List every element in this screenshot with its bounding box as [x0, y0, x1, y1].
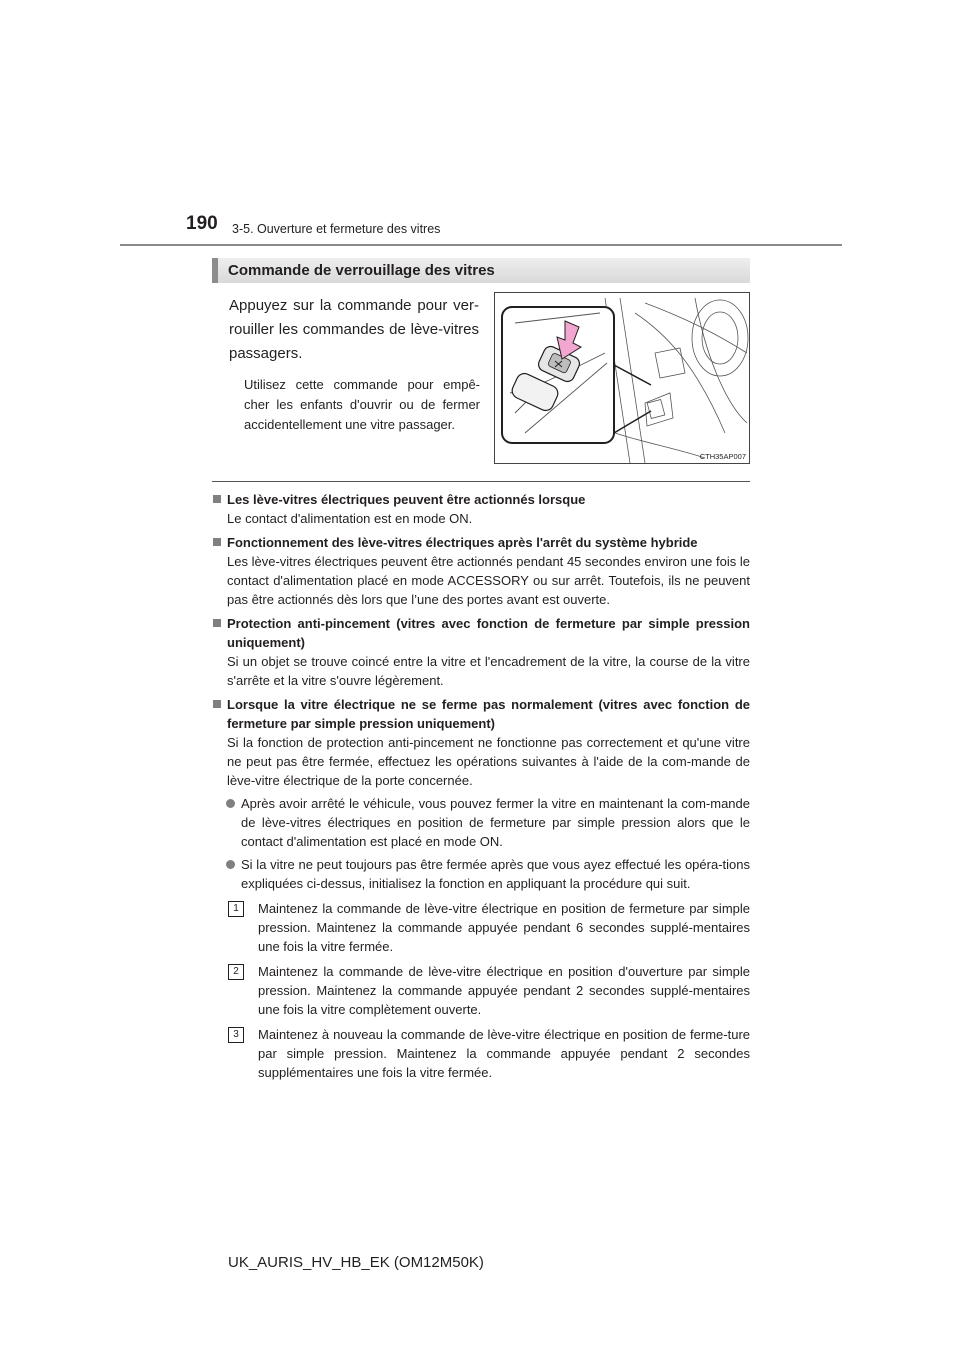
step-item — [212, 899, 750, 956]
note-block — [212, 533, 750, 609]
step-item — [212, 962, 750, 1019]
note-text: Si un objet se trouve coincé entre la vitre et l'encadrement de la vitre, la course de la vitre s'arrête et la vitre s'ouvre légèrement. — [227, 654, 750, 688]
window-lock-illustration — [494, 292, 750, 464]
bullet-item — [212, 794, 750, 851]
square-bullet-icon — [213, 495, 221, 503]
section-heading: Commande de verrouillage des vitres — [212, 258, 750, 283]
note-text: Si la fonction de protection anti-pincement ne fonctionne pas correctement et qu'une vitre ne peut pas être fermée, effectuez les opérations suivantes à l'aide de la com-mande de lève-vitre électrique de la porte concernée. — [227, 735, 750, 788]
note-title: Lorsque la vitre électrique ne se ferme pas normalement (vitres avec fonction de fermeture par simple pression uniquement) — [227, 697, 750, 731]
square-bullet-icon — [213, 538, 221, 546]
square-bullet-icon — [213, 700, 221, 708]
square-bullet-icon — [213, 619, 221, 627]
footer-model-code: UK_AURIS_HV_HB_EK (OM12M50K) — [228, 1254, 484, 1271]
section-divider — [212, 481, 750, 482]
header-rule — [120, 244, 842, 246]
note-text: Les lève-vitres électriques peuvent être actionnés pendant 45 secondes environ une fois le contact d'alimentation placé en mode ACCESSORY ou sur arrêt. Toutefois, ils ne peuvent pas être actionnés dès lors que l’une des portes avant est ouverte. — [227, 554, 750, 607]
step-text: Maintenez la commande de lève-vitre électrique en position de fermeture par simple pression. Maintenez la commande appuyée pendant 6 secondes supplé-mentaires une fois la vitre fermée. — [258, 901, 750, 954]
circle-bullet-icon — [226, 799, 235, 808]
note-block — [212, 490, 750, 528]
note-text: Le contact d'alimentation est en mode ON. — [227, 511, 473, 526]
note-title: Les lève-vitres électriques peuvent être actionnés lorsque — [227, 492, 586, 507]
figure-caption: CTH35AP007 — [699, 452, 746, 461]
note-block — [212, 614, 750, 690]
intro-text: Appuyez sur la commande pour ver-rouiller les commandes de lève-vitres passagers. — [229, 297, 479, 362]
bullet-text: Après avoir arrêté le véhicule, vous pouvez fermer la vitre en maintenant la com-mande de lève-vitres électriques en position de fermeture par simple pression alors que le contact d'alimentation est placé en mode ON. — [241, 796, 750, 849]
bullet-text: Si la vitre ne peut toujours pas être fermée après que vous ayez effectué les opéra-tions expliquées ci-dessus, initialisez la fonction en appliquant la procédure qui suit. — [241, 857, 750, 891]
step-number: 2 — [228, 964, 244, 980]
step-number: 1 — [228, 901, 244, 917]
section-title: 3-5. Ouverture et fermeture des vitres — [232, 222, 441, 236]
page-number: 190 — [186, 213, 218, 234]
step-text: Maintenez à nouveau la commande de lève-vitre électrique en position de ferme-ture par simple pression. Maintenez la commande appuyée pendant 2 secondes supplémentaires une fois la vitre fermée. — [258, 1027, 750, 1080]
note-block — [212, 695, 750, 1082]
step-item — [212, 1025, 750, 1082]
notes-content — [212, 490, 750, 1087]
note-title: Protection anti-pincement (vitres avec fonction de fermeture par simple pression uniquement) — [227, 616, 750, 650]
door-panel-drawing — [495, 293, 749, 463]
note-title: Fonctionnement des lève-vitres électriques après l'arrêt du système hybride — [227, 535, 698, 550]
intro-note: Utilisez cette commande pour empê-cher les enfants d'ouvrir ou de fermer accidentellement une vitre passager. — [244, 377, 480, 432]
step-text: Maintenez la commande de lève-vitre électrique en position d'ouverture par simple pression. Maintenez la commande appuyée pendant 2 secondes supplé-mentaires une fois la vitre complètement ouverte. — [258, 964, 750, 1017]
circle-bullet-icon — [226, 860, 235, 869]
step-number: 3 — [228, 1027, 244, 1043]
bullet-item — [212, 855, 750, 893]
